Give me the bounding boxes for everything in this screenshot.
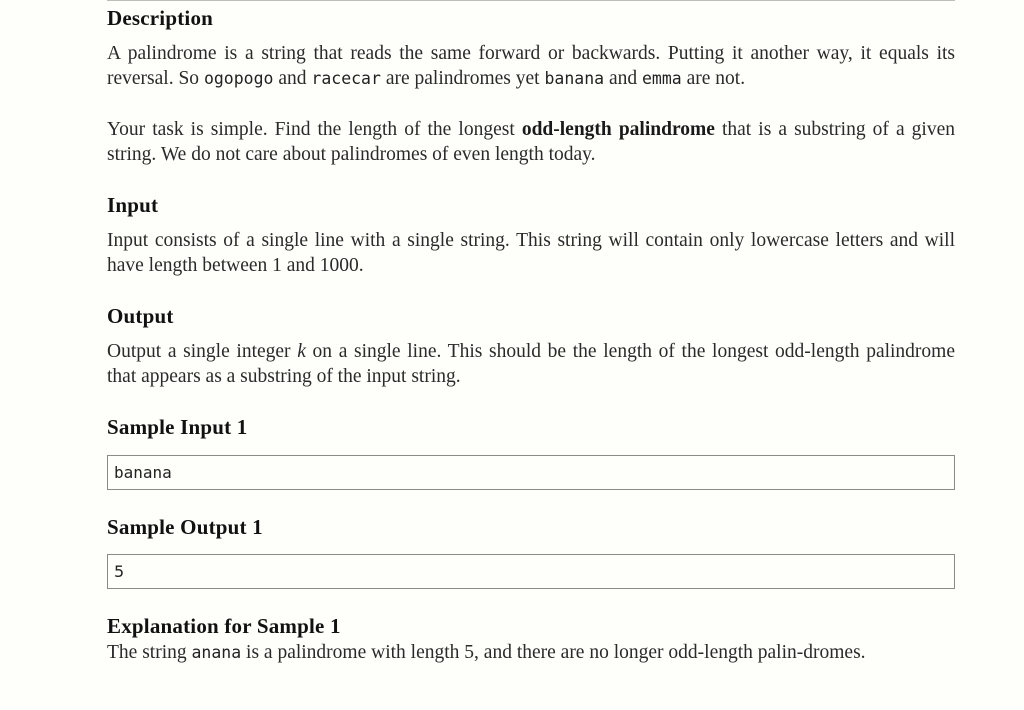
description-text-2: Your task is simple. Find the length of the longest odd-length palindrome that is a substring of a given string. We do not care about palindromes of even length today. [107,119,956,165]
input-paragraph [107,228,955,278]
variable-k: k [297,341,306,362]
sample-output-value: 5 [114,562,125,581]
explanation-paragraph [107,640,955,665]
output-paragraph [107,339,955,389]
output-text: Output a single integer k on a single line. This should be the length of the longest odd-length palindrome that appears as a substring of the input string. [107,341,955,387]
code-anana: anana [191,643,242,662]
sample-input-value: banana [114,463,172,482]
input-text: Input consists of a single line with a single string. This string will contain only lowercase letters and will have length between 1 and 1000. [107,230,955,276]
output-section [107,304,955,329]
sample-output-heading: Sample Output 1 [107,515,263,539]
emphasis-odd-length-palindrome: odd-length palindrome [521,119,715,140]
sample-output-section [107,515,955,540]
sample-input-heading: Sample Input 1 [107,415,248,439]
explanation-section [107,614,955,639]
input-section [107,193,955,218]
description-heading: Description [107,6,214,30]
code-ogopogo: ogopogo [203,69,274,88]
code-racecar: racecar [311,69,381,88]
input-heading: Input [107,193,159,217]
description-section [107,6,955,31]
code-emma: emma [641,69,682,88]
code-banana: banana [544,69,605,88]
sample-output-box[interactable] [107,554,955,589]
output-heading: Output [107,304,174,328]
description-text-1: A palindrome is a string that reads the same forward or backwards. Putting it another way, it equals its reversal. So ogopogo and racecar are palindromes yet banana and emma are not. [107,43,955,89]
top-divider [107,0,955,1]
description-paragraph-2 [107,117,955,167]
explanation-heading: Explanation for Sample 1 [107,614,341,638]
description-paragraph-1 [107,41,955,91]
explanation-text: The string anana is a palindrome with length 5, and there are no longer odd-length palin-dromes. [107,642,866,663]
sample-input-section [107,415,955,440]
sample-input-box[interactable] [107,455,955,490]
